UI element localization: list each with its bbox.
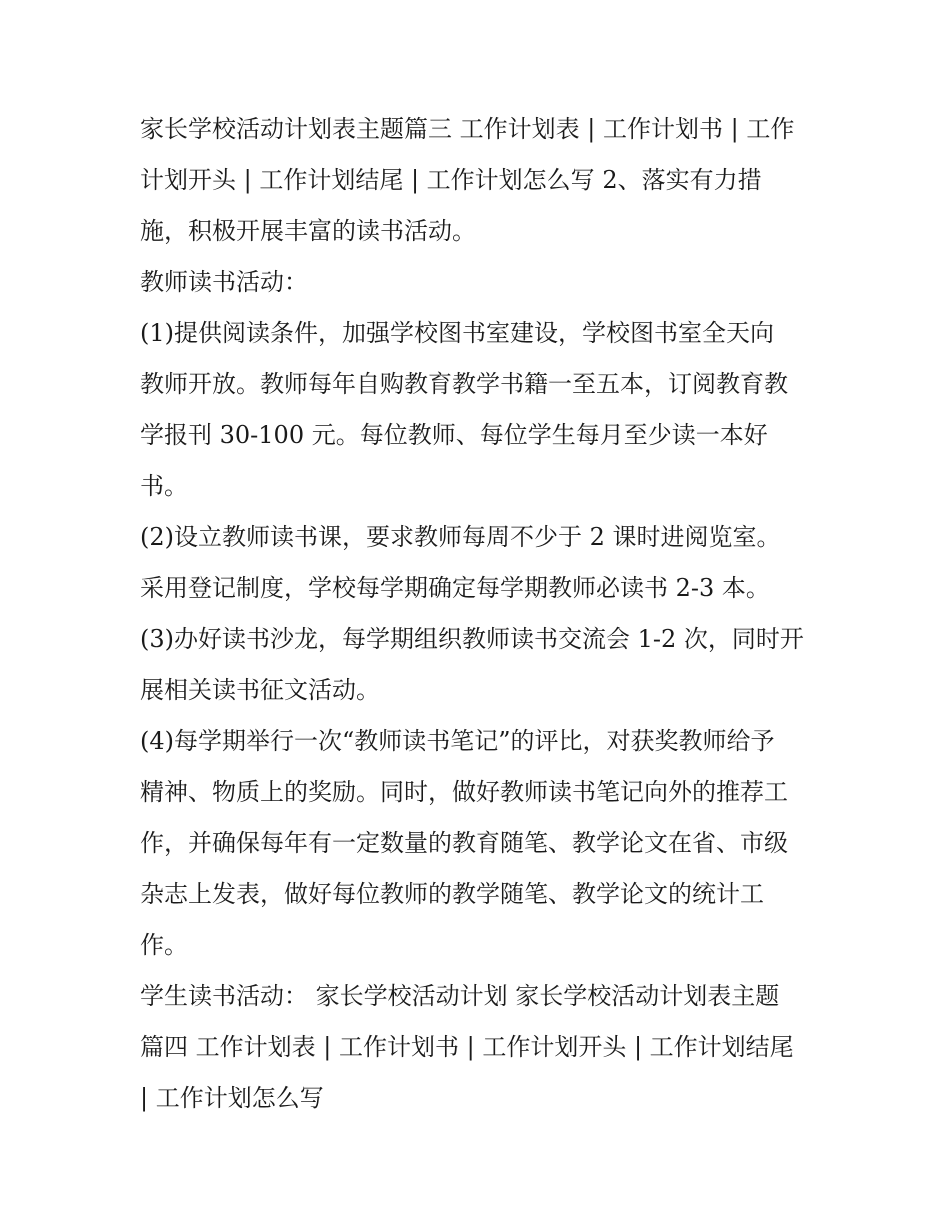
text-line: 作。	[140, 931, 188, 959]
text-line: (3)办好读书沙龙，每学期组织教师读书交流会 1-2 次，同时开	[140, 625, 804, 653]
section-heading-teacher-reading: 教师读书活动：	[140, 268, 308, 296]
text-line: 书。	[140, 472, 188, 500]
text-line: (2)设立教师读书课，要求教师每周不少于 2 课时进阅览室。	[140, 523, 781, 551]
text-line: (1)提供阅读条件，加强学校图书室建设，学校图书室全天向	[140, 319, 774, 347]
text-line: 杂志上发表，做好每位教师的教学随笔、教学论文的统计工	[140, 880, 764, 908]
text-line: 家长学校活动计划表主题篇三 工作计划表 | 工作计划书 | 工作	[140, 115, 795, 143]
text-line: | 工作计划怎么写	[140, 1084, 324, 1112]
text-line: 施，积极开展丰富的读书活动。	[140, 217, 476, 245]
text-line: 展相关读书征文活动。	[140, 676, 380, 704]
text-line: 计划开头 | 工作计划结尾 | 工作计划怎么写 2、落实有力措	[140, 166, 762, 194]
document-body	[140, 104, 820, 1124]
text-line: 作，并确保每年有一定数量的教育随笔、教学论文在省、市级	[140, 829, 788, 857]
section-heading-student-reading: 学生读书活动： 家长学校活动计划 家长学校活动计划表主题	[140, 982, 780, 1010]
text-line: 教师开放。教师每年自购教育教学书籍一至五本，订阅教育教	[140, 370, 788, 398]
text-line: 学报刊 30-100 元。每位教师、每位学生每月至少读一本好	[140, 421, 768, 449]
text-line: 采用登记制度，学校每学期确定每学期教师必读书 2-3 本。	[140, 574, 770, 602]
text-line: 精神、物质上的奖励。同时，做好教师读书笔记向外的推荐工	[140, 778, 788, 806]
text-line: 篇四 工作计划表 | 工作计划书 | 工作计划开头 | 工作计划结尾	[140, 1033, 794, 1061]
text-line: (4)每学期举行一次“教师读书笔记”的评比，对获奖教师给予	[140, 727, 775, 755]
